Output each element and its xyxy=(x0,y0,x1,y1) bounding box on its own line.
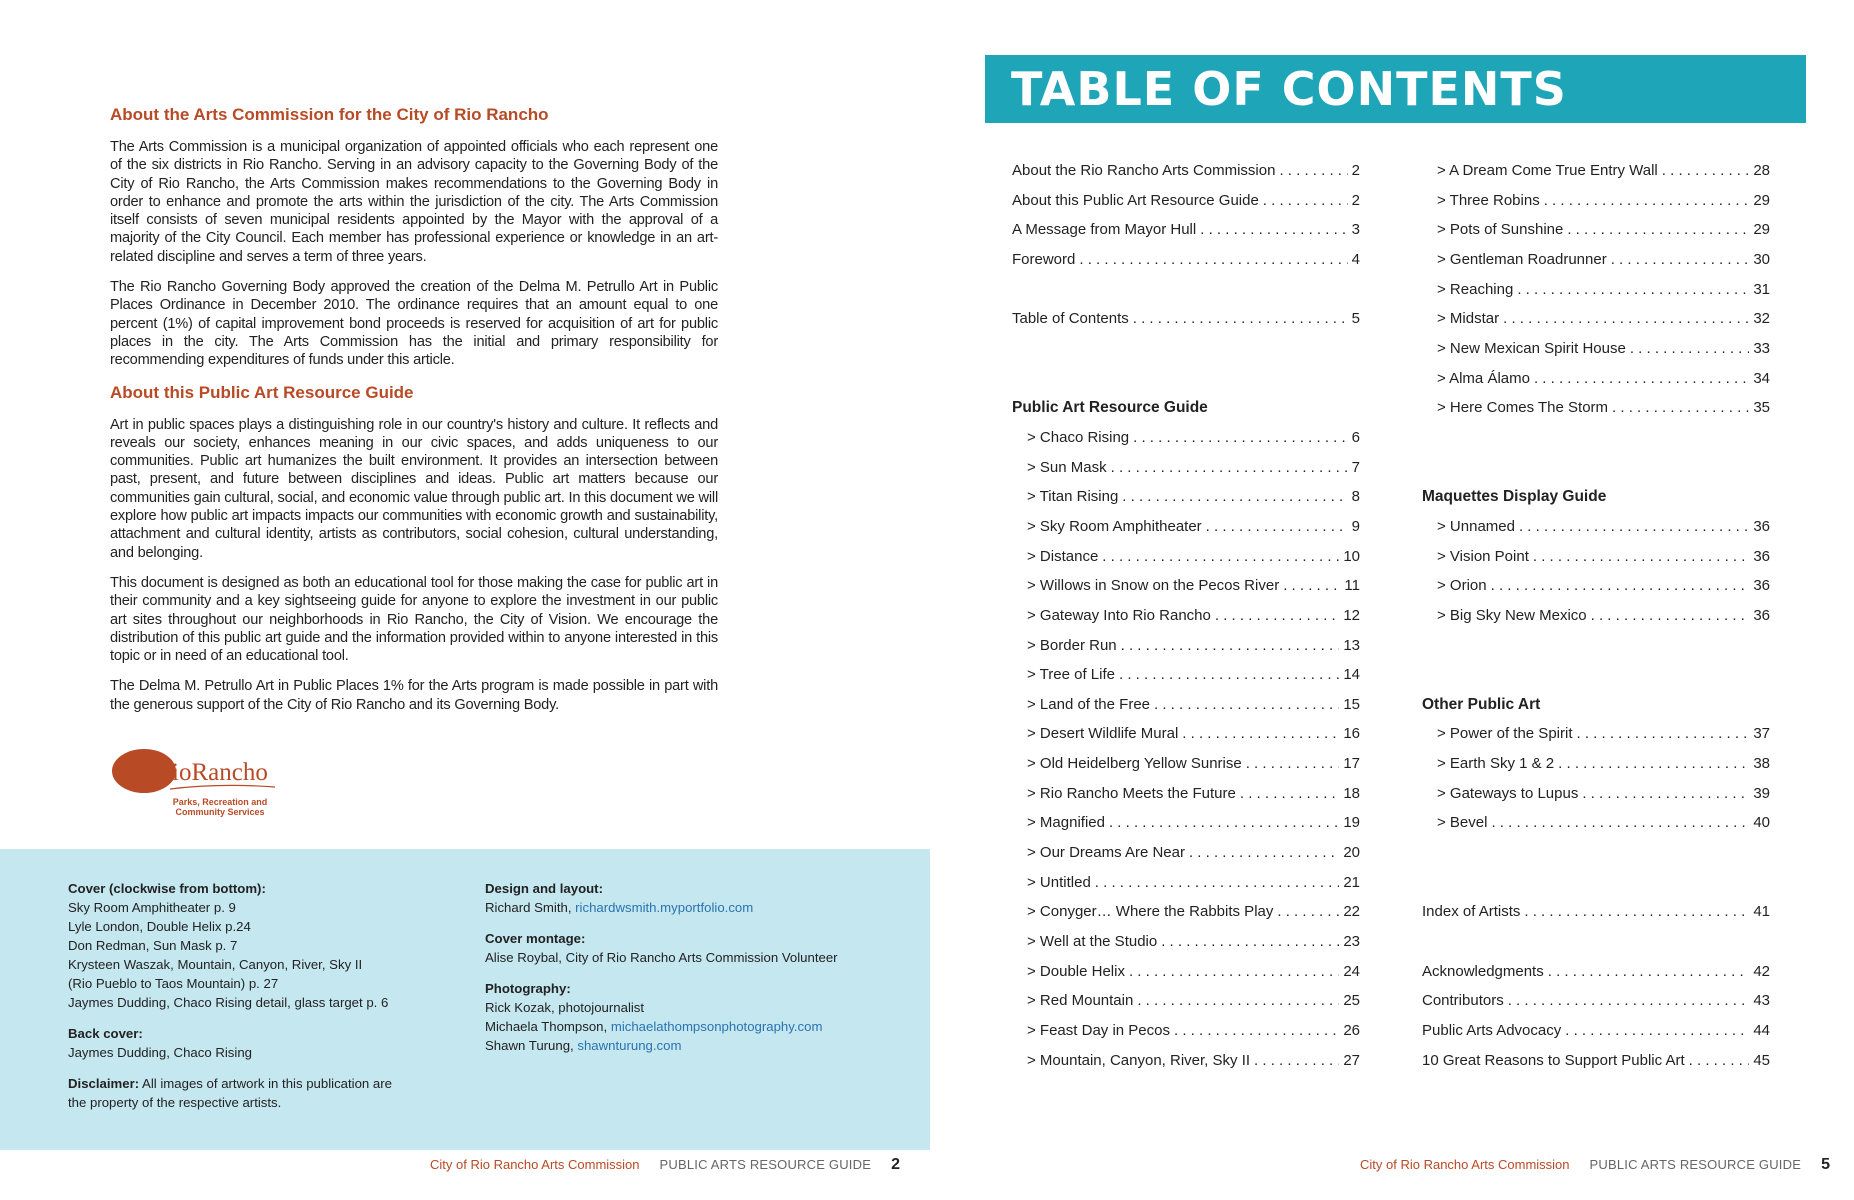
paragraph: Art in public spaces plays a distinguishing role in our country's history and culture. It reflects and reveals our society, enhances meaning in our civic spaces, and adds uniqueness to our communities. Public art humanizes the built environment. It provides an intersection between past, present, and future between disciplines and ideas. Public art matters because our communities gain cultural, social, and economic value through public art. In this document we will explore how public art impacts impacts our communities with economic growth and sustainability, attachment and cultural identity, artists as contributors, social cohesion, cultural understanding, and belonging. xyxy=(110,416,718,561)
toc-entry[interactable] xyxy=(1422,160,1770,190)
toc-entry-page: 42 xyxy=(1753,962,1770,980)
toc-entry-title: > Gateway Into Rio Rancho xyxy=(1027,606,1211,624)
toc-entry-title: > Mountain, Canyon, River, Sky II xyxy=(1027,1051,1251,1069)
toc-dot-leader xyxy=(1206,516,1348,538)
toc-entry-title: > Sun Mask xyxy=(1027,458,1107,476)
toc-entry-page: 37 xyxy=(1753,725,1770,743)
toc-entry[interactable] xyxy=(1422,1050,1770,1080)
toc-dot-leader xyxy=(1215,605,1339,627)
toc-dot-leader xyxy=(1591,605,1750,627)
toc-entry-title: > Pots of Sunshine xyxy=(1437,221,1564,239)
toc-entry-title: > Willows in Snow on the Pecos River xyxy=(1027,577,1280,595)
toc-entry[interactable] xyxy=(1012,990,1360,1020)
toc-entry-page: 36 xyxy=(1753,517,1770,535)
logo-wordmark: ioRancho xyxy=(172,759,268,786)
toc-entry[interactable] xyxy=(1422,1020,1770,1050)
footer-guide-title: PUBLIC ARTS RESOURCE GUIDE xyxy=(1589,1157,1802,1172)
toc-entry[interactable] xyxy=(1422,249,1770,279)
toc-dot-leader xyxy=(1565,1020,1749,1042)
toc-entry-title: > Orion xyxy=(1437,577,1487,595)
toc-dot-leader xyxy=(1102,546,1339,568)
cover-credit-line: Don Redman, Sun Mask p. 7 xyxy=(68,938,238,953)
toc-entry-page: 25 xyxy=(1343,992,1360,1010)
footer-left xyxy=(430,1157,900,1173)
toc-dot-leader xyxy=(1662,160,1750,182)
toc-entry[interactable] xyxy=(1012,219,1360,249)
back-cover-line: Jaymes Dudding, Chaco Rising xyxy=(68,1045,252,1060)
toc-entry-page: 18 xyxy=(1343,784,1360,802)
toc-entry-title: > Earth Sky 1 & 2 xyxy=(1437,755,1555,773)
toc-entry[interactable] xyxy=(1422,397,1770,427)
toc-entry-page: 19 xyxy=(1343,814,1360,832)
toc-entry-title: Acknowledgments xyxy=(1422,962,1544,980)
toc-entry[interactable] xyxy=(1012,694,1360,724)
toc-dot-leader xyxy=(1524,901,1749,923)
toc-entry[interactable] xyxy=(1012,931,1360,961)
toc-entry-title: > Red Mountain xyxy=(1027,992,1134,1010)
toc-banner xyxy=(985,55,1806,123)
toc-entry-title: > Sky Room Amphitheater xyxy=(1027,517,1202,535)
toc-dot-leader xyxy=(1109,812,1339,834)
toc-entry-page: 9 xyxy=(1351,517,1360,535)
toc-dot-leader xyxy=(1174,1020,1339,1042)
paragraph: The Delma M. Petrullo Art in Public Places 1% for the Arts program is made possible in part with the generous support of the City of Rio Rancho and its Governing Body. xyxy=(110,678,718,713)
section-heading-resource-guide: About this Public Art Resource Guide xyxy=(110,382,414,402)
toc-entry[interactable] xyxy=(1422,368,1770,398)
toc-entry-title: > Tree of Life xyxy=(1027,666,1115,684)
toc-column-2 xyxy=(1422,160,1770,1079)
toc-entry-title: A Message from Mayor Hull xyxy=(1012,221,1197,239)
toc-entry[interactable] xyxy=(1422,961,1770,991)
toc-entry-title: About this Public Art Resource Guide xyxy=(1012,191,1259,209)
toc-entry[interactable] xyxy=(1012,575,1360,605)
montage-line: Alise Roybal, City of Rio Rancho Arts Commission Volunteer xyxy=(485,950,838,965)
toc-dot-leader xyxy=(1122,486,1347,508)
toc-entry[interactable] xyxy=(1012,308,1360,338)
toc-dot-leader xyxy=(1182,723,1339,745)
toc-entry-page: 38 xyxy=(1753,755,1770,773)
disclaimer-text-2: the property of the respective artists. xyxy=(68,1095,282,1110)
toc-dot-leader xyxy=(1095,872,1340,894)
cover-credits-label: Cover (clockwise from bottom): xyxy=(68,881,266,896)
toc-entry-page: 30 xyxy=(1753,250,1770,268)
toc-dot-leader xyxy=(1689,1050,1750,1072)
photographer-line xyxy=(485,1017,905,1036)
toc-dot-leader xyxy=(1254,1050,1339,1072)
photographer-link[interactable]: shawnturung.com xyxy=(577,1038,682,1053)
toc-dot-leader xyxy=(1079,249,1347,271)
toc-entry-page: 16 xyxy=(1343,725,1360,743)
toc-entry-page: 36 xyxy=(1753,547,1770,565)
toc-entry[interactable] xyxy=(1422,575,1770,605)
toc-entry-title: > Land of the Free xyxy=(1027,695,1151,713)
toc-dot-leader xyxy=(1119,664,1339,686)
toc-entry[interactable] xyxy=(1422,516,1770,546)
toc-entry-title: > Border Run xyxy=(1027,636,1117,654)
page-number: 2 xyxy=(891,1156,900,1173)
footer-right xyxy=(1360,1157,1830,1173)
toc-dot-leader xyxy=(1154,694,1339,716)
toc-entry-title: > Three Robins xyxy=(1437,191,1540,209)
toc-entry[interactable] xyxy=(1012,872,1360,902)
disclaimer-label: Disclaimer: xyxy=(68,1076,140,1091)
back-cover-label: Back cover: xyxy=(68,1026,143,1041)
toc-entry[interactable] xyxy=(1012,160,1360,190)
design-link[interactable]: richardwsmith.myportfolio.com xyxy=(575,900,754,915)
toc-dot-leader xyxy=(1246,753,1340,775)
toc-entry-title: Table of Contents xyxy=(1012,310,1129,328)
toc-section-heading: Public Art Resource Guide xyxy=(1012,399,1208,417)
toc-entry[interactable] xyxy=(1012,783,1360,813)
paragraph: The Rio Rancho Governing Body approved the creation of the Delma M. Petrullo Art in Public Places Ordinance in December 2010. The ordinance requires that an amount equal to one percent (1%) of capital improvement bond proceeds is reserved for acquisition of art for public places in the city. The Arts Commission has the initial and primary responsibility for recommending expenditures of funds under this article. xyxy=(110,279,718,369)
toc-entry[interactable] xyxy=(1422,279,1770,309)
toc-dot-leader xyxy=(1121,635,1340,657)
toc-section-heading: Other Public Art xyxy=(1422,695,1541,713)
toc-dot-leader xyxy=(1491,575,1750,597)
toc-entry-title: Contributors xyxy=(1422,992,1504,1010)
toc-dot-leader xyxy=(1133,308,1348,330)
toc-dot-leader xyxy=(1611,249,1750,271)
toc-entry-title: > Our Dreams Are Near xyxy=(1027,844,1185,862)
toc-entry[interactable] xyxy=(1422,723,1770,753)
design-name: Richard Smith, xyxy=(485,900,576,915)
toc-entry-page: 41 xyxy=(1753,903,1770,921)
toc-entry-title: About the Rio Rancho Arts Commission xyxy=(1012,162,1276,179)
design-label: Design and layout: xyxy=(485,881,603,896)
toc-entry-title: > Feast Day in Pecos xyxy=(1027,1022,1170,1040)
toc-entry-page: 10 xyxy=(1343,547,1360,565)
toc-entry[interactable] xyxy=(1012,516,1360,546)
toc-dot-leader xyxy=(1533,546,1749,568)
toc-entry-page: 45 xyxy=(1753,1051,1770,1069)
credits-box xyxy=(0,849,930,1150)
photographer-line xyxy=(485,1036,905,1055)
toc-entry-page: 29 xyxy=(1753,221,1770,239)
toc-entry[interactable] xyxy=(1422,219,1770,249)
toc-dot-leader xyxy=(1503,308,1749,330)
toc-title: TABLE OF CONTENTS xyxy=(1011,62,1567,116)
toc-entry[interactable] xyxy=(1422,190,1770,220)
toc-dot-leader xyxy=(1508,990,1750,1012)
toc-dot-leader xyxy=(1129,961,1339,983)
toc-entry-title: > Gentleman Roadrunner xyxy=(1437,250,1607,268)
toc-entry-title: > Vision Point xyxy=(1437,547,1529,565)
toc-entry-title: Public Arts Advocacy xyxy=(1422,1022,1562,1040)
toc-entry-title: > Magnified xyxy=(1027,814,1105,832)
toc-dot-leader xyxy=(1630,338,1749,360)
toc-entry-page: 29 xyxy=(1753,191,1770,209)
credits-column-cover xyxy=(68,879,438,1112)
toc-entry-title: > Rio Rancho Meets the Future xyxy=(1027,784,1236,802)
toc-dot-leader xyxy=(1544,190,1750,212)
toc-entry[interactable] xyxy=(1012,1050,1360,1080)
toc-entry-title: > Chaco Rising xyxy=(1027,428,1130,446)
logo-subtitle-line: Community Services xyxy=(175,807,265,817)
logo-letter: R xyxy=(130,752,156,794)
toc-column-1 xyxy=(1012,160,1360,1079)
toc-entry[interactable] xyxy=(1422,812,1770,842)
toc-entry[interactable] xyxy=(1422,338,1770,368)
toc-dot-leader xyxy=(1567,219,1749,241)
paragraph: The Arts Commission is a municipal organization of appointed officials who each represent one of the six districts in Rio Rancho. Serving in an advisory capacity to the Governing Body of the City of Rio Rancho, the Arts Commission makes recommendations to the Governing Body in order to enhance and promote the arts within the jurisdiction of the city. The Arts Commission itself consists of seven municipal residents appointed by the Mayor with the approval of a majority of the City Council. Each member has professional experience or knowledge in an art-related discipline and serves a term of three years. xyxy=(110,139,718,265)
cover-credit-line: Sky Room Amphitheater p. 9 xyxy=(68,900,236,915)
footer-org: City of Rio Rancho Arts Commission xyxy=(430,1157,640,1172)
toc-dot-leader xyxy=(1133,427,1348,449)
toc-dot-leader xyxy=(1548,961,1750,983)
toc-entry-page: 17 xyxy=(1343,755,1360,773)
footer-org: City of Rio Rancho Arts Commission xyxy=(1360,1157,1570,1172)
toc-entry-title: > Bevel xyxy=(1437,814,1488,832)
toc-dot-leader xyxy=(1277,901,1339,923)
toc-entry-page: 24 xyxy=(1343,962,1360,980)
toc-entry-title: > Reaching xyxy=(1437,280,1514,298)
toc-entry-page: 20 xyxy=(1343,844,1360,862)
toc-entry[interactable] xyxy=(1012,190,1360,220)
toc-entry[interactable] xyxy=(1422,605,1770,635)
toc-entry-page: 7 xyxy=(1351,458,1360,476)
design-credit xyxy=(485,898,905,917)
toc-entry-title: > Titan Rising xyxy=(1027,488,1119,506)
montage-label: Cover montage: xyxy=(485,931,586,946)
toc-entry[interactable] xyxy=(1012,457,1360,487)
rio-rancho-logo xyxy=(110,743,280,815)
photographer-name: Michaela Thompson, xyxy=(485,1019,611,1034)
toc-entry-page: 5 xyxy=(1351,310,1360,328)
toc-entry-page: 22 xyxy=(1343,903,1360,921)
toc-entry[interactable] xyxy=(1012,901,1360,931)
toc-entry-page: 35 xyxy=(1753,399,1770,417)
toc-dot-leader xyxy=(1189,842,1339,864)
toc-entry-page: 11 xyxy=(1344,577,1360,595)
toc-entry-page: 34 xyxy=(1753,369,1770,387)
toc-entry[interactable] xyxy=(1012,605,1360,635)
toc-dot-leader xyxy=(1582,783,1749,805)
toc-entry-page: 12 xyxy=(1343,606,1360,624)
toc-entry-page: 31 xyxy=(1753,280,1770,298)
logo-subtitle xyxy=(160,797,280,817)
toc-entry-title: > Untitled xyxy=(1027,873,1091,891)
toc-dot-leader xyxy=(1519,516,1749,538)
toc-entry-title: > Here Comes The Storm xyxy=(1437,399,1609,417)
toc-entry-title: Foreword xyxy=(1012,250,1076,268)
toc-entry-page: 33 xyxy=(1753,339,1770,357)
toc-entry-page: 21 xyxy=(1343,873,1360,891)
toc-dot-leader xyxy=(1576,723,1749,745)
toc-entry-page: 26 xyxy=(1343,1022,1360,1040)
toc-entry-title: > Desert Wildlife Mural xyxy=(1027,725,1179,743)
toc-entry-page: 39 xyxy=(1753,784,1770,802)
photographer-link[interactable]: michaelathompsonphotography.com xyxy=(610,1019,823,1034)
toc-entry-page: 36 xyxy=(1753,606,1770,624)
cover-credit-line: (Rio Pueblo to Taos Mountain) p. 27 xyxy=(68,976,279,991)
section-heading-arts-commission: About the Arts Commission for the City of Rio Rancho xyxy=(110,105,549,124)
photographer-name: Shawn Turung, xyxy=(485,1038,578,1053)
toc-entry-page: 6 xyxy=(1351,428,1360,446)
toc-entry[interactable] xyxy=(1012,812,1360,842)
logo-subtitle-line: Parks, Recreation and xyxy=(172,797,268,807)
toc-dot-leader xyxy=(1279,160,1347,182)
toc-entry-title: > Gateways to Lupus xyxy=(1437,784,1579,802)
left-page-body xyxy=(110,104,718,714)
toc-entry-page: 4 xyxy=(1351,250,1360,268)
cover-credit-line: Lyle London, Double Helix p.24 xyxy=(68,919,251,934)
toc-entry-page: 23 xyxy=(1343,933,1360,951)
toc-entry[interactable] xyxy=(1012,961,1360,991)
toc-entry-page: 40 xyxy=(1753,814,1770,832)
toc-dot-leader xyxy=(1240,783,1339,805)
toc-entry[interactable] xyxy=(1422,753,1770,783)
toc-entry-title: Index of Artists xyxy=(1422,903,1521,921)
toc-dot-leader xyxy=(1283,575,1340,597)
toc-entry-page: 15 xyxy=(1343,695,1360,713)
toc-entry-title: > Double Helix xyxy=(1027,962,1125,980)
credits-column-design xyxy=(485,879,905,1055)
toc-entry[interactable] xyxy=(1012,486,1360,516)
toc-entry-page: 2 xyxy=(1351,191,1360,209)
toc-dot-leader xyxy=(1534,368,1749,390)
toc-entry[interactable] xyxy=(1012,723,1360,753)
toc-dot-leader xyxy=(1558,753,1749,775)
toc-entry-title: > Unnamed xyxy=(1437,517,1515,535)
toc-dot-leader xyxy=(1612,397,1749,419)
toc-entry-title: > A Dream Come True Entry Wall xyxy=(1437,162,1658,179)
paragraph: This document is designed as both an educational tool for those making the case for public art in their community and a key sightseeing guide for anyone to explore the investment in our public art sites throughout our neighborhoods in Rio Rancho, the City of Vision. We encourage the distribution of this public art guide and the information provided within to anyone interested in this topic or in need of an educational tool. xyxy=(110,574,718,665)
toc-entry[interactable] xyxy=(1422,990,1770,1020)
toc-dot-leader xyxy=(1161,931,1339,953)
toc-entry-page: 36 xyxy=(1753,577,1770,595)
toc-entry[interactable] xyxy=(1012,842,1360,872)
toc-entry-title: > Big Sky New Mexico xyxy=(1437,606,1587,624)
toc-entry[interactable] xyxy=(1422,783,1770,813)
toc-entry[interactable] xyxy=(1422,901,1770,931)
toc-entry[interactable] xyxy=(1422,546,1770,576)
page-number: 5 xyxy=(1821,1156,1830,1173)
toc-entry-page: 3 xyxy=(1351,221,1360,239)
footer-guide-title: PUBLIC ARTS RESOURCE GUIDE xyxy=(659,1157,872,1172)
toc-dot-leader xyxy=(1200,219,1347,241)
photographer-line: Rick Kozak, photojournalist xyxy=(485,1000,645,1015)
right-page xyxy=(930,0,1854,1200)
toc-entry-page: 13 xyxy=(1343,636,1360,654)
toc-entry[interactable] xyxy=(1012,1020,1360,1050)
toc-entry-page: 2 xyxy=(1351,162,1360,179)
disclaimer xyxy=(68,1074,438,1093)
toc-entry[interactable] xyxy=(1012,753,1360,783)
toc-entry-page: 44 xyxy=(1753,1022,1770,1040)
toc-entry-title: 10 Great Reasons to Support Public Art xyxy=(1422,1051,1685,1069)
toc-entry-title: > Conyger… Where the Rabbits Play xyxy=(1027,903,1274,921)
toc-dot-leader xyxy=(1137,990,1339,1012)
toc-entry-title: > Distance xyxy=(1027,547,1099,565)
toc-section-heading: Maquettes Display Guide xyxy=(1422,488,1607,506)
cover-credit-line: Jaymes Dudding, Chaco Rising detail, glass target p. 6 xyxy=(68,995,389,1010)
toc-entry[interactable] xyxy=(1012,664,1360,694)
toc-entry[interactable] xyxy=(1012,249,1360,279)
toc-entry-page: 27 xyxy=(1343,1051,1360,1069)
toc-entry-title: > Midstar xyxy=(1437,310,1500,328)
toc-entry-page: 28 xyxy=(1753,162,1770,179)
toc-entry[interactable] xyxy=(1422,308,1770,338)
toc-entry-page: 14 xyxy=(1343,666,1360,684)
rio-rancho-logo-mark xyxy=(110,743,280,799)
toc-dot-leader xyxy=(1517,279,1749,301)
toc-entry-title: > Old Heidelberg Yellow Sunrise xyxy=(1027,755,1242,773)
toc-entry[interactable] xyxy=(1012,635,1360,665)
cover-credit-line: Krysteen Waszak, Mountain, Canyon, River, Sky II xyxy=(68,957,363,972)
toc-dot-leader xyxy=(1491,812,1749,834)
toc-entry-title: > Well at the Studio xyxy=(1027,933,1158,951)
toc-entry-page: 43 xyxy=(1753,992,1770,1010)
toc-entry-page: 8 xyxy=(1351,488,1360,506)
toc-entry-title: > New Mexican Spirit House xyxy=(1437,339,1626,357)
photography-label: Photography: xyxy=(485,981,571,996)
disclaimer-text: All images of artwork in this publication are xyxy=(139,1076,392,1091)
toc-entry-title: > Alma Álamo xyxy=(1437,369,1530,387)
toc-dot-leader xyxy=(1263,190,1348,212)
toc-entry-page: 32 xyxy=(1753,310,1770,328)
toc-entry[interactable] xyxy=(1012,427,1360,457)
toc-entry[interactable] xyxy=(1012,546,1360,576)
toc-dot-leader xyxy=(1111,457,1348,479)
toc-entry-title: > Power of the Spirit xyxy=(1437,725,1573,743)
